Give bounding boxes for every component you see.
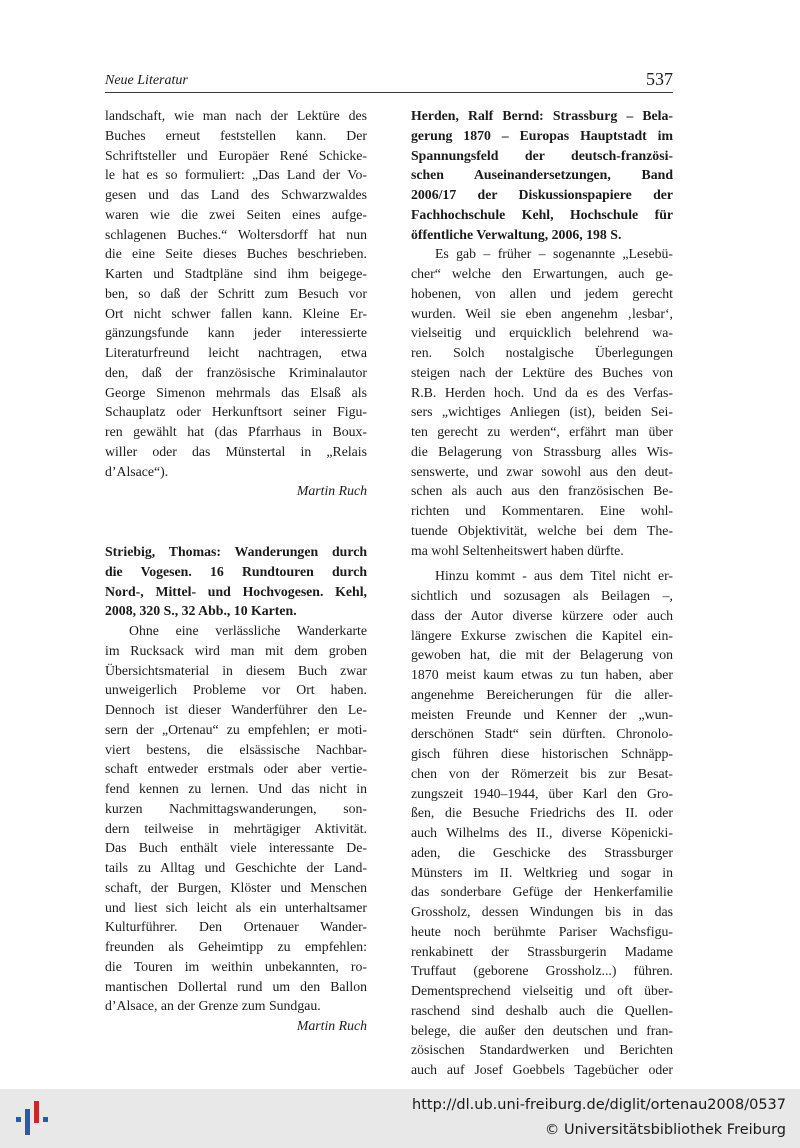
- text-line: wurden. Weil sie eben angenehm ‚lesbar‘,: [411, 305, 673, 321]
- text-line: Kulturführer. Den Ortenauer Wander-: [105, 919, 367, 935]
- text-line: R.B. Herden hoch. Und da es des Verfas-: [411, 384, 673, 400]
- text-line: cher“ welche den Erwartungen, auch ge-: [411, 266, 673, 281]
- text-line: ren gewählt hat (das Pfarrhaus in Boux-: [105, 424, 367, 439]
- review-title-line: die Vogesen. 16 Rundtouren durch: [105, 563, 367, 579]
- review-author: Martin Ruch: [296, 1018, 367, 1033]
- text-line: schen als auch aus den französischen Be-: [411, 483, 673, 499]
- text-line: ben, so daß der Schritt zum Besuch vor: [105, 285, 367, 301]
- text-line: Schauplatz oder Herkunftsort seiner Figu-: [105, 404, 367, 420]
- text-line: Schriftsteller und Europäer René Schicke-: [105, 147, 367, 163]
- review-title-line: öffentliche Verwaltung, 2006, 198 S.: [411, 226, 622, 242]
- review-title-line: 2006/17 der Diskussionspapiere der: [411, 187, 673, 202]
- text-line: 1870 meist kaum etwas zu tun haben, aber: [411, 667, 673, 682]
- text-line: viert bestens, die elsässische Nachbar-: [105, 741, 367, 757]
- text-line: hobenen, von allen und jedem gerecht: [411, 285, 673, 301]
- review-striebig: [105, 542, 367, 1036]
- review-title-line: Nord-, Mittel- und Hochvogesen. Kehl,: [105, 583, 367, 599]
- text-line: aden, die Geschicke des Strassburger: [411, 844, 673, 860]
- text-line: die Belagerung von Strassburg alles Wis-: [411, 443, 673, 459]
- running-title: Neue Literatur: [105, 73, 188, 88]
- text-line: die Touren im weithin unbekannten, ro-: [105, 958, 367, 974]
- review-title-line: Striebig, Thomas: Wanderungen durch: [105, 544, 367, 559]
- text-line: richten und Kommentaren. Eine wohl-: [411, 503, 673, 518]
- text-line: und liest sich leicht als ein unterhaltsamer: [105, 899, 367, 915]
- text-line: Münsters im II. Weltkrieg und sogar in: [411, 864, 673, 880]
- text-line: landschaft, wie man nach der Lektüre des: [105, 108, 367, 123]
- text-line: zungszeit 1940–1944, über Karl den Gro-: [411, 785, 673, 801]
- text-line: im Rucksack wird man mit dem groben: [105, 642, 367, 658]
- text-line: willer oder das Münstertal in „Relais: [105, 443, 367, 459]
- left-column: [105, 106, 367, 1036]
- text-line: Karten und Stadtpläne sind ihm beigege-: [105, 266, 367, 281]
- text-line: angenehme Bereicherungen für die aller-: [411, 686, 673, 702]
- text-line: vielseitig und erquicklich belehrend wa-: [411, 325, 673, 341]
- footer-bar: [0, 1089, 800, 1148]
- text-line: derschönen Stadt“ sein dürften. Chronolo-: [411, 726, 673, 742]
- text-line: Ohne eine verlässliche Wanderkarte: [129, 623, 367, 638]
- text-line: die eine Seite dieses Buches beschrieben.: [105, 246, 367, 262]
- text-line: raschend sind deshalb auch die Quellen-: [411, 1002, 673, 1018]
- text-line: schaft, der Burgen, Klöster und Menschen: [105, 879, 367, 895]
- text-line: Es gab – früher – sogenannte „Lesebü-: [435, 246, 673, 262]
- review-title-line: 2008, 320 S., 32 Abb., 10 Karten.: [105, 603, 297, 619]
- text-line: Übersichtsmaterial in diesem Buch zwar: [105, 662, 367, 678]
- text-line: den, daß der französische Kriminalautor: [105, 364, 367, 380]
- text-line: auch auf Josef Goebbels Tagebücher oder: [411, 1062, 673, 1077]
- text-line: dass der Autor diverse kürzere oder auch: [411, 607, 673, 623]
- text-line: ma wohl Seltenheitswert haben dürfte.: [411, 542, 624, 558]
- text-line: gänzungsfunde kann jeder interessierte: [105, 325, 367, 341]
- text-line: waren wie die zwei Seiten eines aufge-: [105, 206, 367, 222]
- text-line: sern der „Ortenau“ zu empfehlen; er moti-: [105, 721, 367, 737]
- text-line: George Simenon mehrmals das Elsaß als: [105, 384, 367, 400]
- review-author: Martin Ruch: [296, 483, 367, 499]
- copyright-notice: © Universitätsbibliothek Freiburg: [544, 1122, 786, 1138]
- text-line: d’Alsace, an der Grenze zum Sundgau.: [105, 998, 321, 1014]
- text-line: Buches erneut feststellen kann. Der: [105, 127, 367, 143]
- page-number: 537: [646, 69, 673, 89]
- text-line: dern teilweise in mehrtägiger Aktivität.: [105, 820, 367, 836]
- text-line: schaft entweder erstmals oder aber vertie-: [105, 761, 367, 777]
- text-line: heute noch berühmte Pariser Wachsfigu-: [411, 923, 673, 939]
- text-line: belege, die außer den deutschen und fran-: [411, 1022, 673, 1038]
- text-line: Dementsprechend vielseitig und oft über-: [411, 983, 673, 998]
- text-line: ten gerecht zu werden“, erfährt man über: [411, 424, 673, 439]
- text-line: Literaturfreund leicht nachtragen, etwa: [105, 345, 367, 360]
- text-line: gisch führen diese historischen Schnäpp-: [411, 746, 673, 761]
- text-line: Grossholz, dessen Windungen bis in das: [411, 904, 673, 919]
- text-line: le hat es so formuliert: „Das Land der Vo-: [105, 167, 367, 183]
- text-line: das sonderbare Gefüge der Henkerfamilie: [411, 884, 673, 900]
- text-line: längere Exkurse zwischen die Kapitel ein-: [411, 627, 673, 643]
- text-line: freunden als Geheimtipp zu empfehlen:: [105, 939, 367, 954]
- review-title-line: gerung 1870 – Europas Hauptstadt im: [411, 127, 673, 143]
- text-line: Ort nicht schwer fallen kann. Kleine Er-: [105, 305, 367, 321]
- text-line: meisten Freunde und Kenner der „wun-: [411, 706, 673, 722]
- text-line: ren. Solch nostalgische Überlegungen: [411, 345, 673, 360]
- text-line: d’Alsace“).: [105, 463, 169, 479]
- text-line: gewoben hat, die mit der Belagerung von: [411, 647, 673, 663]
- text-line: sers „wichtiges Anliegen (ist), beiden Sei-: [411, 404, 673, 420]
- review-title-line: Spannungsfeld der deutsch-französi-: [411, 147, 673, 163]
- review-herden: [411, 106, 673, 1080]
- text-line: ßen, die Besuche Friedrichs des II. oder: [411, 805, 673, 821]
- text-line: senswerte, und zwar sowohl aus den deut-: [411, 463, 673, 479]
- review-continued-text: [105, 106, 367, 501]
- text-line: steigen nach der Lektüre des Buches von: [411, 364, 673, 380]
- text-line: tails zu Alltag und Geschichte der Land-: [105, 860, 367, 875]
- text-line: auch Wilhelms des II., diverse Köpenicki-: [411, 825, 673, 840]
- text-line: Das Buch enthält viele interessante De-: [105, 840, 367, 856]
- text-line: kurzen Nachmittagswanderungen, son-: [105, 800, 367, 816]
- text-line: schlagenen Buches.“ Woltersdorff hat nun: [105, 226, 367, 242]
- text-line: unweigerlich Probleme vor Ort haben.: [105, 682, 367, 698]
- page-header: [105, 68, 673, 93]
- source-url-link[interactable]: http://dl.ub.uni-freiburg.de/diglit/ortenau2008/0537: [412, 1097, 786, 1113]
- review-title-line: Fachhochschule Kehl, Hochschule für: [411, 206, 673, 222]
- text-line: Hinzu kommt - aus dem Titel nicht er-: [435, 568, 673, 584]
- text-line: zösischen Standardwerken und Berichten: [411, 1042, 673, 1058]
- text-line: Truffaut (geborene Grossholz...) führen.: [411, 963, 673, 979]
- text-line: fend kennen zu lernen. Und das nicht in: [105, 781, 367, 796]
- text-line: Dennoch ist dieser Wanderführer den Le-: [105, 702, 367, 717]
- text-line: gesen und das Land des Schwarzwaldes: [105, 187, 367, 202]
- text-line: tuende Objektivität, welche bei dem The-: [411, 522, 673, 538]
- text-line: mantischen Dollertal rund um den Ballon: [105, 978, 367, 994]
- text-line: sichtlich und sozusagen als Beilagen –,: [411, 588, 673, 603]
- text-line: chen von der Römerzeit bis zur Besat-: [411, 765, 673, 781]
- review-title-line: Herden, Ralf Bernd: Strassburg – Bela-: [411, 108, 673, 123]
- right-column: [411, 106, 673, 1080]
- ub-freiburg-logo-icon: [14, 1097, 54, 1141]
- text-line: renkabinett der Strassburgerin Madame: [411, 943, 673, 959]
- review-title-line: schen Auseinandersetzungen, Band: [411, 167, 673, 183]
